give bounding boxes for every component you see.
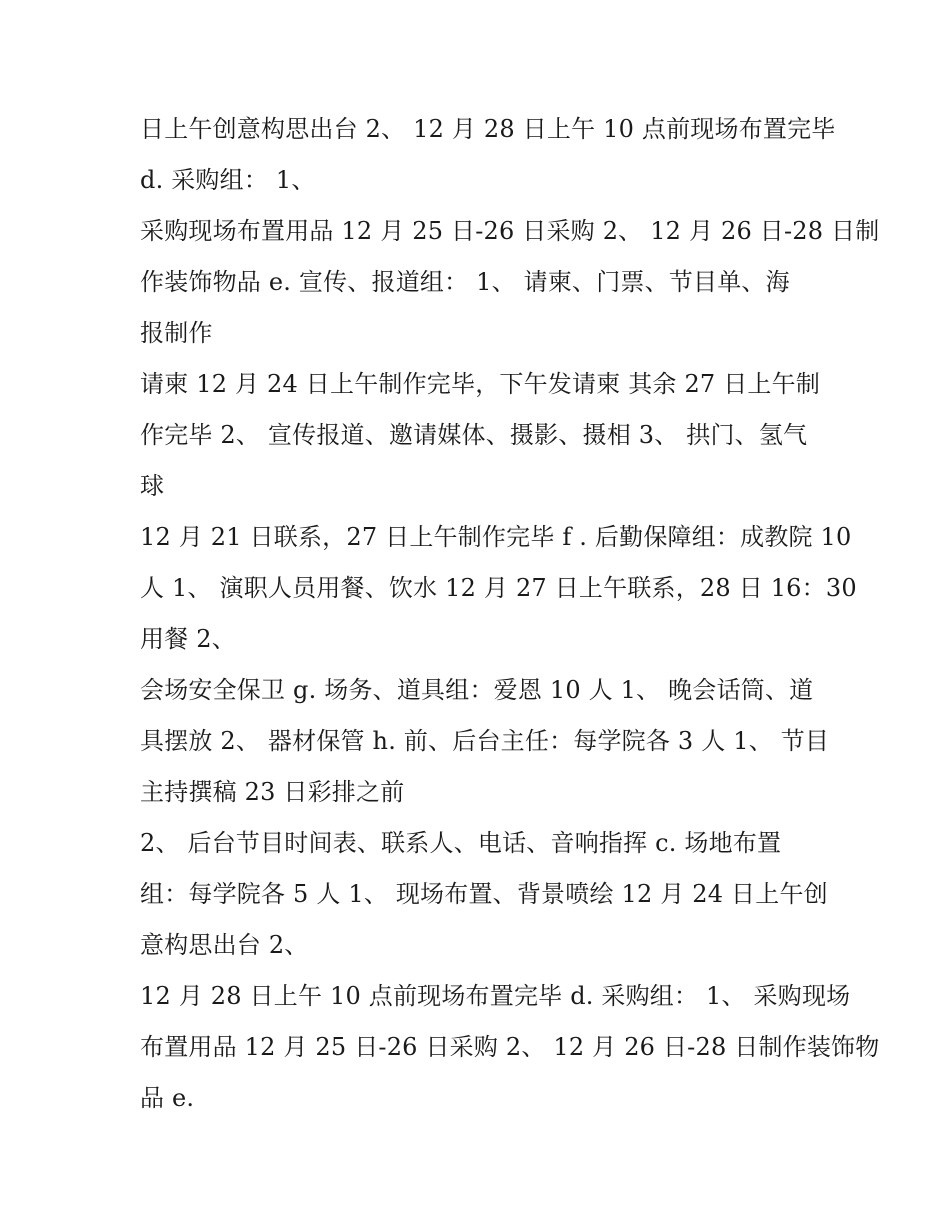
text-line: 2、 后台节目时间表、联系人、电话、音响指挥 c. 场地布置 (140, 829, 782, 857)
text-line: 请柬 12 月 24 日上午制作完毕，下午发请柬 其余 27 日上午制 (140, 370, 821, 398)
text-line: 会场安全保卫 g. 场务、道具组：爱恩 10 人 1、 晚会话筒、道 (140, 676, 814, 704)
text-line: 布置用品 12 月 25 日-26 日采购 2、 12 月 26 日-28 日制作装饰物 (140, 1033, 880, 1061)
text-line: 主持撰稿 23 日彩排之前 (140, 778, 405, 806)
text-line: 组：每学院各 5 人 1、 现场布置、背景喷绘 12 月 24 日上午创 (140, 880, 828, 908)
text-line: 用餐 2、 (140, 625, 236, 653)
text-line: 采购现场布置用品 12 月 25 日-26 日采购 2、 12 月 26 日-28 日制 (140, 217, 880, 245)
text-line: 作装饰物品 e. 宣传、报道组： 1、 请柬、门票、节目单、海 (140, 268, 790, 296)
text-line: 意构思出台 2、 (140, 931, 309, 959)
document-body (140, 104, 880, 1124)
text-line: d. 采购组： 1、 (140, 166, 316, 194)
text-line: 具摆放 2、 器材保管 h. 前、后台主任：每学院各 3 人 1、 节目 (140, 727, 830, 755)
text-line: 作完毕 2、 宣传报道、邀请媒体、摄影、摄相 3、 拱门、氢气 (140, 421, 808, 449)
text-line: 人 1、 演职人员用餐、饮水 12 月 27 日上午联系，28 日 16：30 (140, 574, 857, 602)
text-line: 品 e. (140, 1084, 195, 1112)
text-line: 报制作 (140, 319, 213, 347)
text-line: 球 (140, 472, 165, 500)
text-line: 12 月 28 日上午 10 点前现场布置完毕 d. 采购组： 1、 采购现场 (140, 982, 851, 1010)
text-line: 12 月 21 日联系，27 日上午制作完毕 f . 后勤保障组：成教院 10 (140, 523, 852, 551)
text-line: 日上午创意构思出台 2、 12 月 28 日上午 10 点前现场布置完毕 (140, 115, 836, 143)
